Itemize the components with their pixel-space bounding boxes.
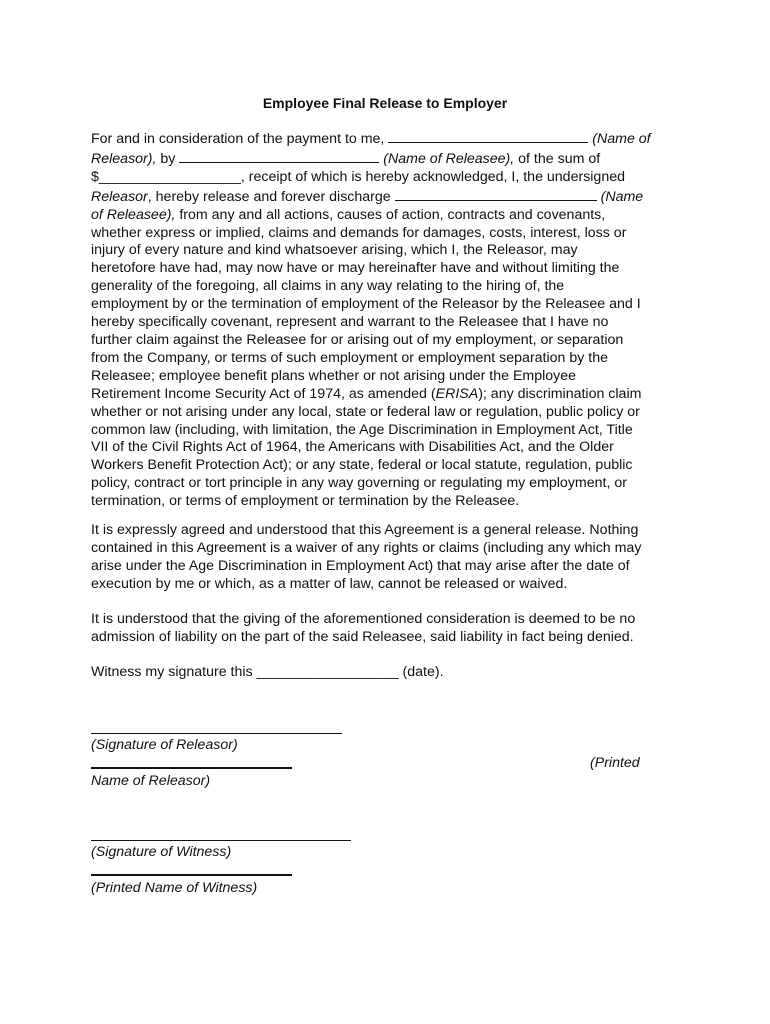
text-line: It is expressly agreed and understood that this Agreement is a general release. Nothing bbox=[91, 522, 639, 538]
text-line: whether or not arising under any local, state or federal law or regulation, public policy or bbox=[91, 403, 640, 420]
text-line: VII of the Civil Rights Act of 1964, the Americans with Disabilities Act, and the Older bbox=[91, 439, 614, 456]
releasee-name-blank bbox=[179, 149, 379, 163]
witness-signature-line bbox=[91, 840, 351, 841]
printed-name-label-part1: (Printed bbox=[590, 755, 640, 771]
general-release-paragraph bbox=[91, 522, 691, 594]
text-line: further claim against the Releasee for or arising out of my employment, or separation bbox=[91, 331, 624, 348]
liability-paragraph bbox=[91, 611, 691, 647]
text-line: generality of the foregoing, all claims in any way relating to the hiring of, the bbox=[91, 278, 565, 295]
text-line: employment by or the termination of employment of the Releasor by the Releasee and I bbox=[91, 296, 641, 313]
text-line: injury of every nature and kind whatsoever arising, which I, the Releasor, may bbox=[91, 242, 578, 259]
text-line: policy, contract or tort principle in any way governing or regulating my employment, or bbox=[91, 475, 627, 492]
release-paragraph bbox=[91, 129, 691, 511]
text-line: admission of liability on the part of the said Releasee, said liability in fact being denied. bbox=[91, 628, 634, 645]
releasor-name-blank bbox=[388, 129, 588, 143]
text-line: heretofore have had, may now have or may hereinafter have and without limiting the bbox=[91, 260, 620, 277]
text-line: termination, or terms of employment or termination by the Releasee. bbox=[91, 493, 520, 510]
text-line: whether express or implied, claims and demands for damages, costs, interest, loss or bbox=[91, 224, 627, 241]
text-line: hereby specifically covenant, represent and warrant to the Releasee that I have no bbox=[91, 314, 609, 331]
text-line: It is understood that the giving of the aforementioned consideration is deemed to be no bbox=[91, 611, 636, 627]
witness-date-text: Witness my signature this __________________ (date). bbox=[91, 664, 444, 680]
witness-printed-name-label: (Printed Name of Witness) bbox=[91, 880, 258, 896]
text-line: Releasee; employee benefit plans whether or not arising under the Employee bbox=[91, 367, 577, 384]
text-line: common law (including, with limitation, the Age Discrimination in Employment Act, Title bbox=[91, 421, 633, 438]
text-line: For and in consideration of the payment to me, (Name of bbox=[91, 131, 651, 147]
witness-date-line bbox=[91, 664, 691, 682]
witness-printed-name-line bbox=[91, 874, 292, 876]
text-line: Workers Benefit Protection Act); or any state, federal or local statute, regulation, public bbox=[91, 457, 633, 474]
text-line: Retirement Income Security Act of 1974, as amended (ERISA); any discrimination claim bbox=[91, 385, 642, 402]
releasor-signature-label: (Signature of Releasor) bbox=[91, 737, 238, 753]
text-line: Releasor, hereby release and forever discharge (Name bbox=[91, 188, 644, 205]
releasor-printed-name-line bbox=[91, 767, 292, 769]
text-line: Releasor), by (Name of Releasee), of the sum of bbox=[91, 150, 601, 167]
releasee-name-blank-2 bbox=[395, 187, 597, 201]
witness-signature-label: (Signature of Witness) bbox=[91, 844, 232, 860]
text-line: $__________________, receipt of which is hereby acknowledged, I, the undersigned bbox=[91, 168, 625, 185]
releasor-signature-line bbox=[91, 733, 342, 734]
document-title: Employee Final Release to Employer bbox=[262, 95, 508, 111]
text-line: arise under the Age Discrimination in Employment Act) that may arise after the date of bbox=[91, 557, 630, 574]
text-line: of Releasee), from any and all actions, causes of action, contracts and covenants, bbox=[91, 206, 606, 223]
printed-name-label-part2: Name of Releasor) bbox=[91, 773, 211, 789]
text-line: from the Company, or terms of such employment or employment separation by the bbox=[91, 349, 609, 366]
text-line: execution by me or which, as a matter of law, cannot be released or waived. bbox=[91, 575, 568, 592]
text-line: contained in this Agreement is a waiver of any rights or claims (including any which may bbox=[91, 539, 642, 556]
